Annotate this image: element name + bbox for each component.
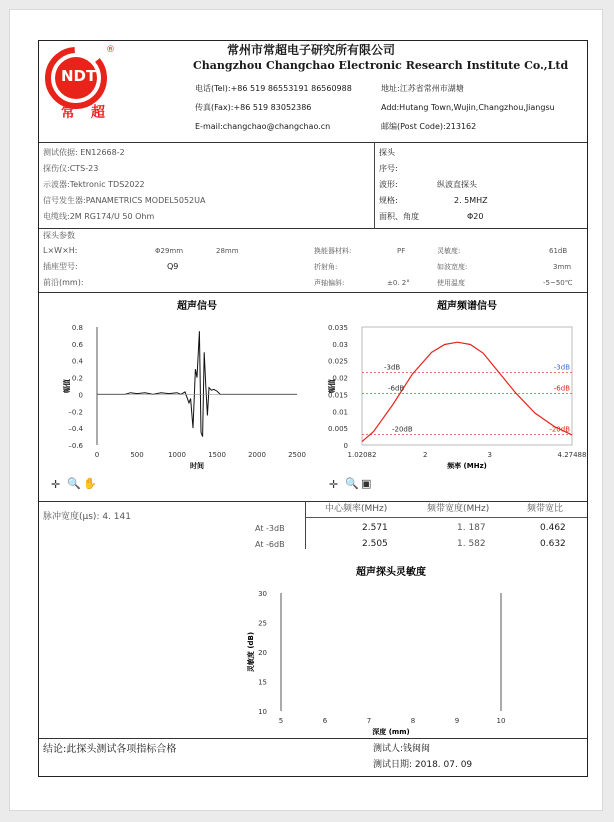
db-annotation: -6dB bbox=[388, 384, 405, 393]
probe-wave-value: 纵波直探头 bbox=[437, 180, 477, 189]
db-annotation: -20dB bbox=[392, 425, 413, 434]
x-tick-label: 1.02082 bbox=[347, 451, 377, 459]
postcode: 邮编(Post Code):213162 bbox=[381, 122, 477, 131]
tel: 电话(Tel):+86 519 86553191 86560988 bbox=[195, 84, 352, 93]
image-icon[interactable]: ▣ bbox=[361, 477, 372, 490]
row2-bandwidth: 1. 582 bbox=[457, 539, 486, 549]
x-axis-label: 频率 (MHz) bbox=[447, 462, 487, 470]
row1-bandwidth: 1. 187 bbox=[457, 523, 486, 533]
x-tick-label: 6 bbox=[322, 717, 328, 725]
row2-name: At -6dB bbox=[255, 540, 285, 549]
material-label: 换能器材料: bbox=[314, 247, 352, 255]
header-bandwidth: 频带宽度(MHz) bbox=[427, 504, 490, 514]
address-en: Add:Hutang Town,Wujin,Changzhou,Jiangsu bbox=[381, 103, 555, 112]
db-series-label: -6dB bbox=[553, 384, 570, 393]
socket-label: 插座型号: bbox=[43, 262, 78, 271]
info-cable: 电缆线:2M RG174/U 50 Ohm bbox=[43, 212, 155, 221]
sensitivity-chart bbox=[199, 563, 519, 743]
x-tick-label: 1500 bbox=[208, 451, 226, 459]
row1-center: 2.571 bbox=[362, 523, 388, 533]
y-axis-label: 幅值 bbox=[328, 379, 336, 393]
y-tick-label: 25 bbox=[258, 619, 267, 628]
probe-spec-value: 2. 5MHZ bbox=[454, 196, 488, 205]
socket-value: Q9 bbox=[167, 262, 179, 271]
x-tick-label: 10 bbox=[496, 717, 506, 725]
front-label: 前沿(mm): bbox=[43, 278, 84, 287]
y-tick-label: 0.035 bbox=[327, 324, 348, 332]
y-tick-label: 0.01 bbox=[332, 408, 348, 417]
chart-title: 超声探头灵敏度 bbox=[356, 567, 426, 578]
x-tick-label: 1000 bbox=[168, 451, 186, 459]
address-cn: 地址:江苏省常州市湖塘 bbox=[381, 84, 464, 93]
probe-spec-label: 规格: bbox=[379, 196, 398, 205]
ultrasonic-signal-chart bbox=[39, 297, 314, 477]
row1-name: At -3dB bbox=[255, 524, 285, 533]
company-title-cn: 常州市常超电子研究所有限公司 bbox=[227, 43, 396, 57]
y-axis-label: 幅值 bbox=[63, 379, 71, 393]
test-date: 测试日期: 2018. 07. 09 bbox=[373, 760, 473, 770]
db-series-label: -20dB bbox=[549, 425, 570, 434]
x-tick-label: 3 bbox=[487, 451, 492, 459]
row1-ratio: 0.462 bbox=[540, 523, 566, 533]
email: E-mail:changchao@changchao.cn bbox=[195, 122, 331, 131]
zoom-icon[interactable]: 🔍 bbox=[67, 477, 81, 490]
row2-center: 2.505 bbox=[362, 539, 388, 549]
logo-text: NDT bbox=[61, 67, 97, 85]
chart-title: 超声信号 bbox=[177, 301, 217, 312]
header-ratio: 频带宽比 bbox=[527, 504, 564, 514]
lwh-value-1: Φ29mm bbox=[155, 247, 184, 255]
y-tick-label: 0.8 bbox=[71, 324, 83, 332]
probe-area-label: 面积、角度 bbox=[379, 212, 419, 221]
logo-registered-mark: ® bbox=[106, 45, 115, 55]
report-sheet bbox=[38, 40, 588, 777]
offset-label: 声轴偏斜: bbox=[314, 279, 345, 287]
pulse-width: 脉冲宽度(μs): 4. 141 bbox=[43, 512, 131, 522]
x-tick-label: 8 bbox=[410, 717, 416, 725]
y-tick-label: 0.015 bbox=[327, 391, 348, 400]
temp-label: 使用温度 bbox=[437, 279, 465, 287]
x-tick-label: 7 bbox=[366, 717, 372, 725]
info-signal-generator: 信号发生器:PANAMETRICS MODEL5052UA bbox=[43, 196, 206, 205]
y-tick-label: 0.4 bbox=[71, 357, 83, 366]
y-tick-label: 0.2 bbox=[71, 374, 83, 383]
y-tick-label: 0.03 bbox=[332, 340, 348, 349]
y-tick-label: 30 bbox=[258, 590, 267, 598]
temp-value: -5~50℃ bbox=[543, 279, 573, 287]
y-tick-label: 10 bbox=[258, 708, 267, 716]
x-tick-label: 4.27488 bbox=[557, 451, 587, 459]
material-value: PF bbox=[397, 247, 406, 255]
info-standard: 测试依据: EN12668-2 bbox=[43, 148, 125, 157]
info-oscilloscope: 示波器:Tektronic TDS2022 bbox=[43, 180, 145, 189]
x-tick-label: 2000 bbox=[248, 451, 266, 459]
data-series-line bbox=[97, 331, 297, 436]
probe-serial-label: 序号: bbox=[379, 164, 398, 173]
x-axis-label: 深度 (mm) bbox=[372, 728, 410, 736]
width-label: 如波宽度: bbox=[437, 263, 468, 271]
hand-icon[interactable]: ✋ bbox=[83, 477, 97, 490]
y-tick-label: –0.6 bbox=[68, 442, 83, 450]
logo-cn-right: 超 bbox=[91, 105, 105, 121]
x-tick-label: 2 bbox=[422, 451, 428, 459]
pan-icon-2[interactable]: ✛ bbox=[329, 478, 339, 491]
row2-ratio: 0.632 bbox=[540, 539, 566, 549]
y-tick-label: 0.005 bbox=[327, 425, 348, 434]
y-axis-label: 灵敏度 (dB) bbox=[247, 631, 255, 673]
x-tick-label: 2500 bbox=[288, 451, 306, 459]
x-tick-label: 5 bbox=[278, 717, 284, 725]
spectrum-chart bbox=[314, 297, 587, 477]
x-axis-label: 时间 bbox=[190, 462, 204, 470]
refraction-label: 折射角: bbox=[314, 263, 338, 271]
logo-cn-left: 常 bbox=[61, 105, 75, 121]
y-tick-label: 20 bbox=[258, 649, 267, 657]
db-annotation: -3dB bbox=[384, 363, 401, 372]
y-tick-label: 0 bbox=[78, 391, 83, 400]
y-tick-label: 15 bbox=[258, 678, 267, 687]
lwh-value-2: 28mm bbox=[216, 247, 239, 255]
company-title-en: Changzhou Changchao Electronic Research Institute Co.,Ltd bbox=[193, 59, 569, 72]
lwh-label: L×W×H: bbox=[43, 246, 78, 255]
db-series-label: -3dB bbox=[553, 363, 570, 372]
document-page bbox=[10, 10, 602, 810]
info-flaw-detector: 探伤仪:CTS-23 bbox=[43, 164, 99, 173]
probe-area-value: Φ20 bbox=[467, 212, 484, 221]
y-tick-label: –0.4 bbox=[68, 425, 83, 434]
zoom-icon-2[interactable]: 🔍 bbox=[345, 477, 359, 490]
tester: 测试人:钱闽闽 bbox=[373, 744, 431, 754]
y-tick-label: 0 bbox=[343, 442, 348, 450]
fax: 传真(Fax):+86 519 83052386 bbox=[195, 103, 312, 112]
y-tick-label: 0.025 bbox=[327, 357, 348, 366]
chart-title: 超声频谱信号 bbox=[437, 301, 497, 312]
probe-title: 探头 bbox=[379, 148, 395, 157]
sensitivity-label: 灵敏度: bbox=[437, 247, 461, 255]
params-title: 探头参数 bbox=[43, 231, 75, 240]
y-tick-label: –0.2 bbox=[68, 408, 83, 417]
y-tick-label: 0.6 bbox=[71, 340, 83, 349]
company-logo bbox=[39, 41, 199, 121]
y-tick-label: 0.02 bbox=[332, 374, 348, 383]
offset-value: ±0. 2° bbox=[387, 279, 410, 287]
sensitivity-value: 61dB bbox=[549, 247, 568, 255]
x-tick-label: 9 bbox=[454, 717, 460, 725]
conclusion: 结论:此探头测试各项指标合格 bbox=[43, 744, 177, 755]
x-tick-label: 500 bbox=[130, 451, 144, 459]
probe-wave-label: 波形: bbox=[379, 180, 398, 189]
x-tick-label: 0 bbox=[94, 451, 100, 459]
header-center-freq: 中心频率(MHz) bbox=[325, 504, 388, 514]
pan-icon[interactable]: ✛ bbox=[51, 478, 61, 491]
width-value: 3mm bbox=[553, 263, 572, 271]
